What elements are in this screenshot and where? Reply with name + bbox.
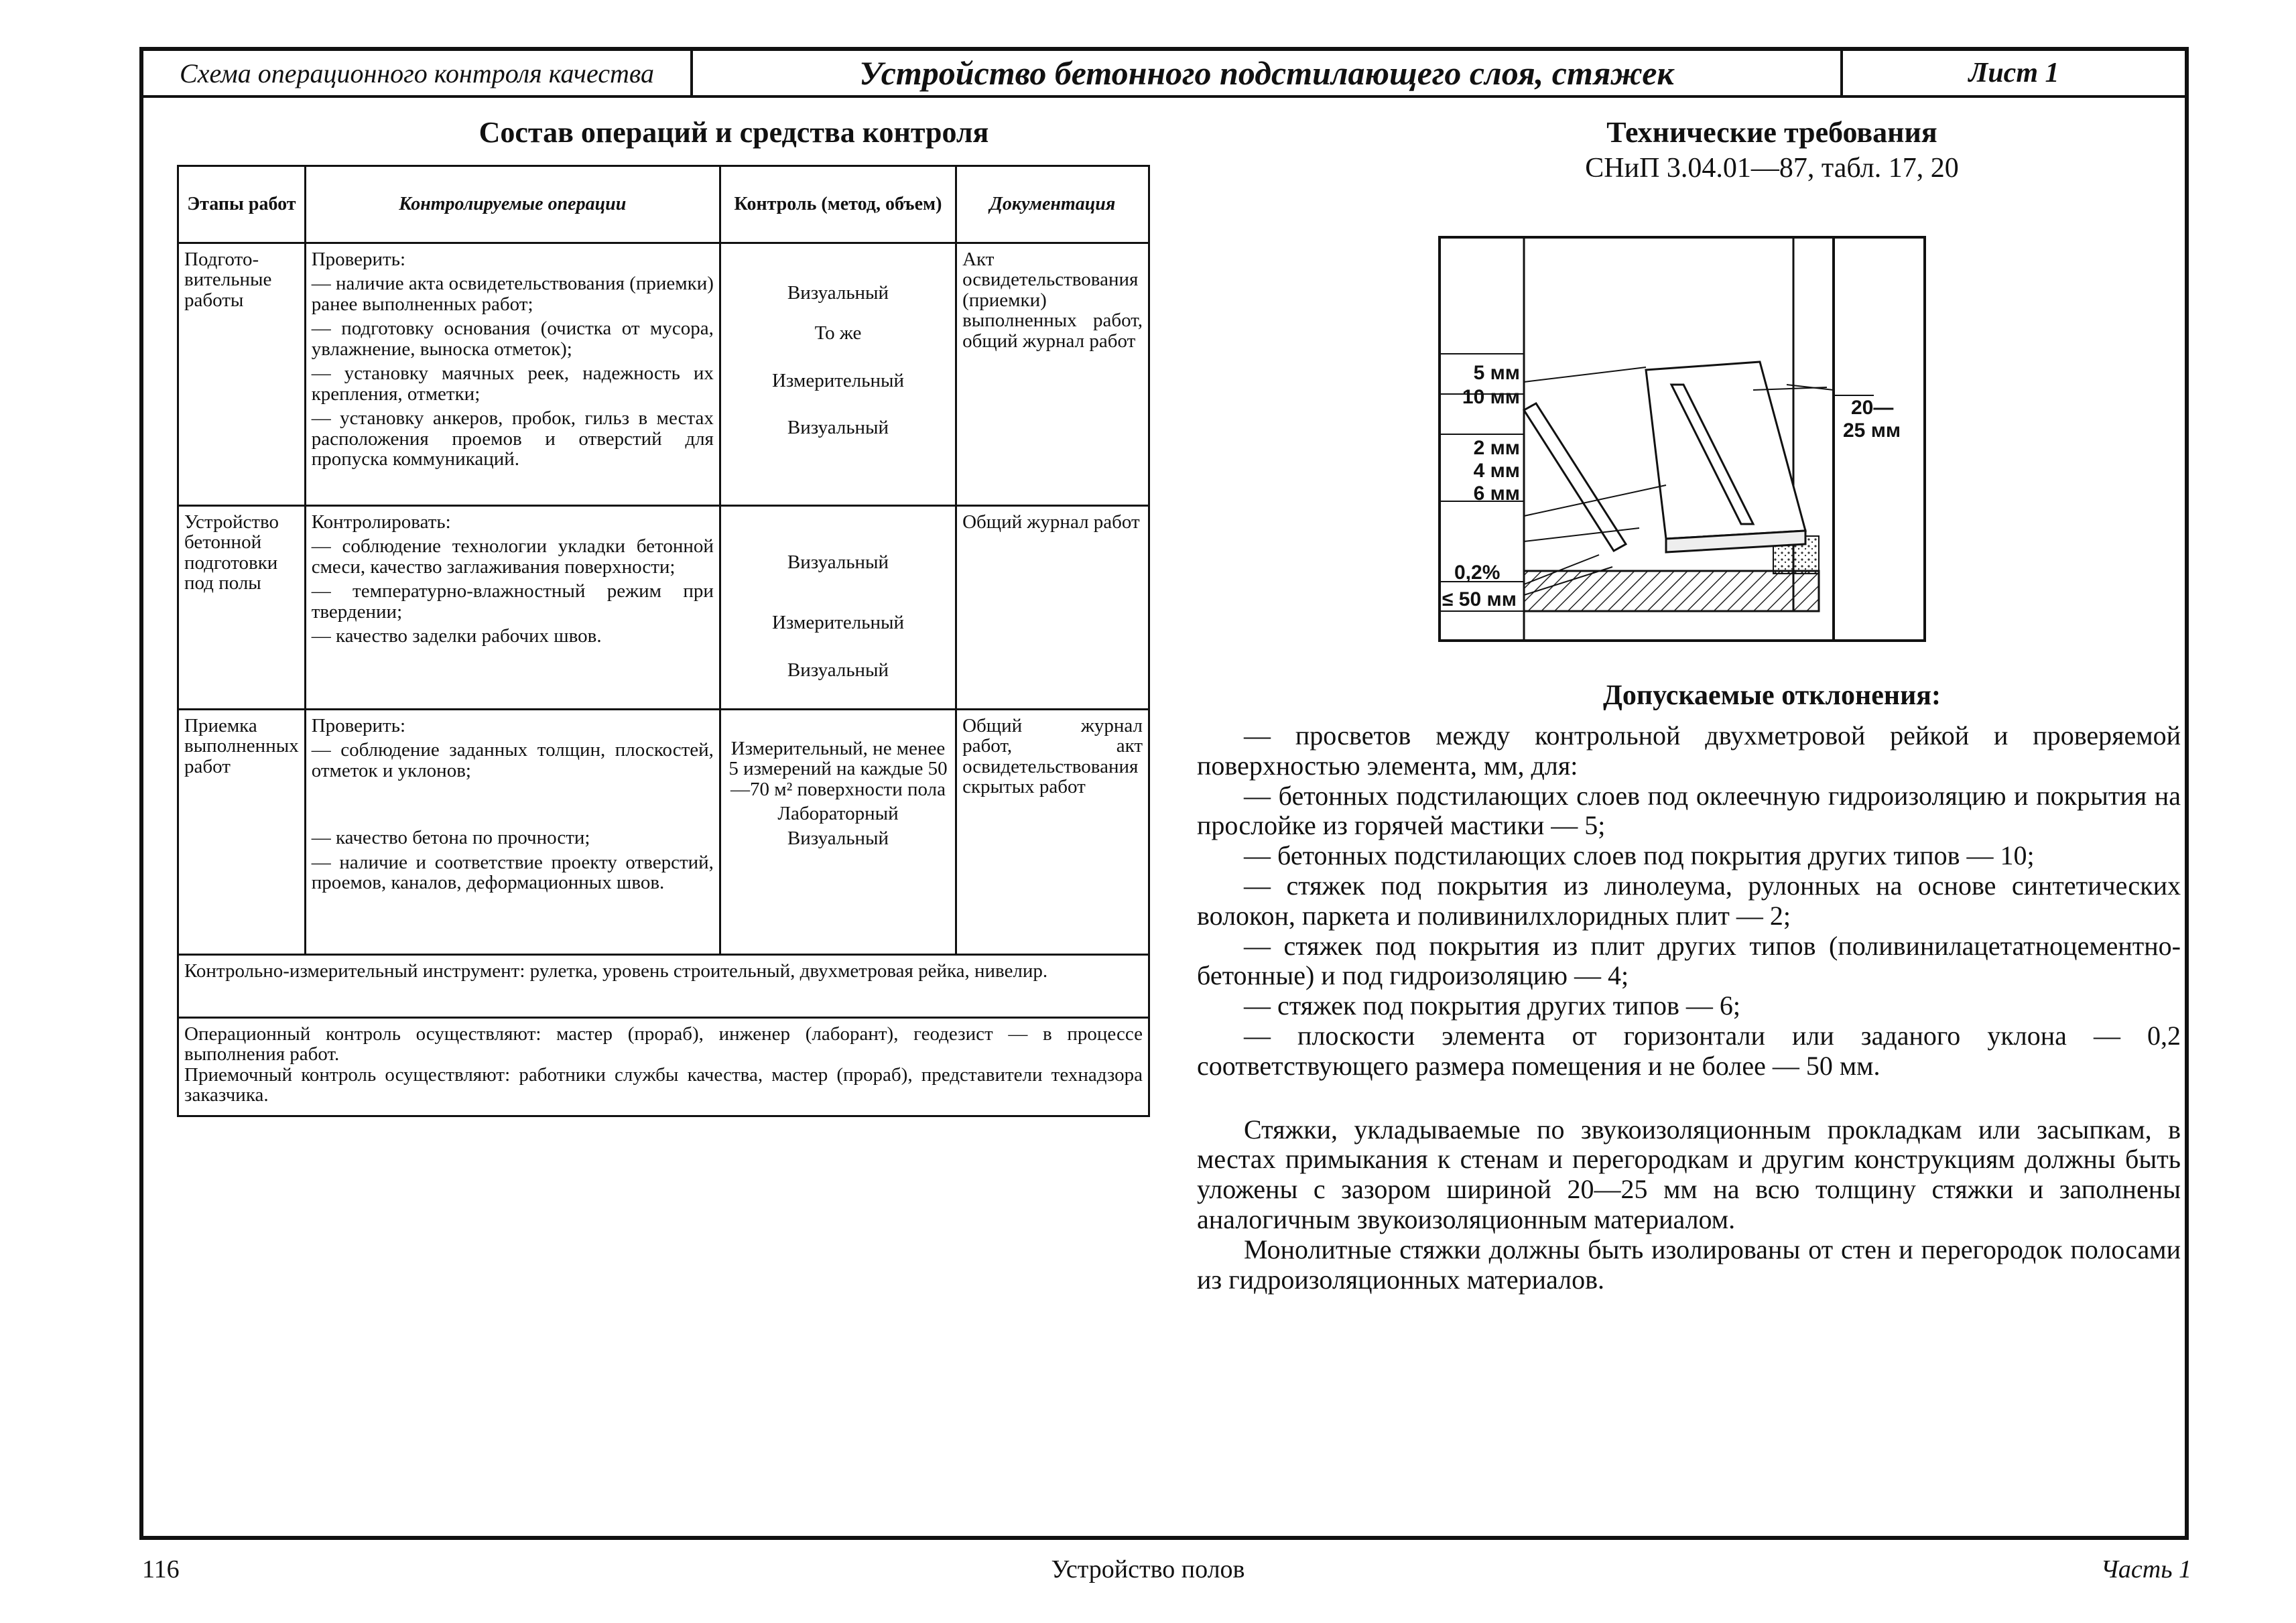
method-item: Визуальный [787,417,889,439]
operation-item: Контролировать: [311,511,451,533]
header-sheet: Лист 1 [1968,58,2059,88]
operation-item: — установку маячных реек, надежность их крепления, отметки; [311,363,714,405]
operation-item: — качество заделки рабочих швов. [311,625,602,647]
base-layer [1524,571,1819,611]
documentation-cell: Общий журнал работ, акт освидетельствования скрытых работ [956,710,1149,955]
operation-item: — соблюдение технологии укладки бетонной смеси, качество заглаживания поверхности; [311,535,714,578]
method-item: Визуальный [787,551,889,573]
stage-cell: Подгото- вительные работы [178,243,306,506]
tech-requirements [1403,115,2141,184]
method-item: Визуальный [787,282,889,304]
footer-part: Часть 1 [2100,1555,2191,1583]
method-item: Измерительный, не менее 5 измерений на каждые 50—70 м² поверхности пола [728,738,948,800]
dim-label: 10 мм [1462,386,1520,408]
deviation-item: — просветов между контрольной двухметровой рейкой и проверяемой поверхностью элемента, мм, для: [1197,720,2181,781]
monolithic-paragraph: Монолитные стяжки должны быть изолированы от стен и перегородок полосами из гидроизоляционных материалов. [1197,1234,2181,1295]
slope-label: 0,2% [1454,562,1501,584]
dim-label: 4 мм [1473,460,1520,482]
method-item: Измерительный [771,369,904,391]
col-header-documentation: Документация [956,166,1149,243]
operations-cell [305,506,720,710]
method-item: Лабораторный [777,803,899,825]
operation-item: — температурно-влажностный режим при твердении; [311,580,714,623]
operation-item: Проверить: [311,249,406,270]
method-item: Визуальный [787,827,889,849]
deviation-item: — бетонных подстилающих слоев под оклеечную гидроизоляцию и покрытия на прослойке из горячей мастики — 5; [1197,780,2181,841]
operation-item: — наличие акта освидетельствования (приемки) ранее выполненных работ; [311,273,714,315]
footer-title: Устройство полов [1051,1555,1245,1583]
page-number: 116 [142,1555,180,1583]
col-header-stage: Этапы работ [178,166,306,243]
documentation-cell: Акт освидетельствования (приемки) выполненных работ, общий журнал работ [956,243,1149,506]
table-row [178,1018,1149,1116]
col-header-operations: Контролируемые операции [305,166,720,243]
method-item: Измерительный [771,612,904,634]
table-header-row [178,166,1149,243]
table-row [178,955,1149,1018]
deviation-item: — бетонных подстилающих слоев под покрытия других типов — 10; [1244,840,2035,871]
stage-cell: Устройство бетонной подготовки под полы [178,506,306,710]
operational-control-note: Операционный контроль осуществляют: мастер (прораб), инженер (лаборант), геодезист — в процессе выполнения работ. [184,1023,1143,1065]
screed-paragraph: Стяжки, укладываемые по звукоизоляционным прокладкам или засыпкам, в местах примыкания к стенам и перегородкам и другим конструкциям должны быть уложены с зазором шириной 20—25 мм на всю толщину стяжки и заполнены аналогичным звукоизоляционным материалом. [1197,1114,2181,1234]
table-row [178,710,1149,955]
gap-label: 20— [1851,397,1894,419]
method-cell [720,710,956,955]
operations-cell [305,243,720,506]
deviation-item: — плоскости элемента от горизонтали или заданого уклона — 0,2 соответствующего размера помещения и не более — 50 мм. [1197,1020,2181,1081]
header-bar [143,51,2185,98]
deviations-title: Допускаемые отклонения: [1603,680,1941,711]
tech-title: Технические требования [1606,116,1937,149]
acceptance-control-note: Приемочный контроль осуществляют: работники службы качества, мастер (прораб), представители технадзора заказчика. [184,1063,1143,1106]
method-cell [720,243,956,506]
operation-item: — установку анкеров, пробок, гильз в местах расположения проемов и отверстий для пропуска коммуникаций. [311,407,714,470]
operation-item: — качество бетона по прочности; [311,827,590,849]
operations-cell [305,710,720,955]
operations-title: Состав операций и средства контроля [479,116,989,149]
dim-label: 6 мм [1473,482,1520,505]
dim-label: 2 мм [1473,437,1520,459]
deviation-item: — стяжек под покрытия из плит других типов (поливинилацетатноцементно-бетонные) и под гидроизоляцию — 4; [1197,930,2181,991]
operation-item: — соблюдение заданных толщин, плоскостей, отметок и уклонов; [311,739,714,781]
control-note [178,1018,1149,1116]
deviations-text [1197,721,2181,1295]
stage-cell: Приемка выполненных работ [178,710,306,955]
page-frame [139,47,2189,1540]
deviation-item: — стяжек под покрытия других типов — 6; [1244,990,1740,1021]
method-cell [720,506,956,710]
instrument-note: Контрольно-измерительный инструмент: рулетка, уровень строительный, двухметровая рейка, нивелир. [178,955,1149,1018]
operation-item: — наличие и соответствие проекту отверстий, проемов, каналов, деформационных швов. [311,851,714,894]
table-row [178,506,1149,710]
header-title: Устройство бетонного подстилающего слоя, стяжек [693,51,1843,95]
operation-item: Проверить: [311,715,406,736]
deviation-item: — стяжек под покрытия из линолеума, рулонных на основе синтетических волокон, паркета и поливинилхлоридных плит — 2; [1197,870,2181,931]
tech-subtitle: СНиП 3.04.01—87, табл. 17, 20 [1585,153,1959,184]
dim-label: 5 мм [1473,362,1520,384]
header-scheme-label: Схема операционного контроля качества [143,51,693,95]
method-item: То же [814,322,862,344]
screed-diagram [1438,236,1926,642]
max-deviation-label: ≤ 50 мм [1442,588,1517,610]
operation-item: — подготовку основания (очистка от мусора, увлажнение, выноска отметок); [311,318,714,360]
page-footer [0,1555,2296,1595]
operations-table [177,165,1150,1117]
documentation-cell: Общий журнал работ [956,506,1149,710]
level-rail [1524,403,1626,551]
table-row [178,243,1149,506]
method-item: Визуальный [787,659,889,681]
col-header-control: Контроль (метод, объем) [720,166,956,243]
gap-label: 25 мм [1843,419,1901,442]
